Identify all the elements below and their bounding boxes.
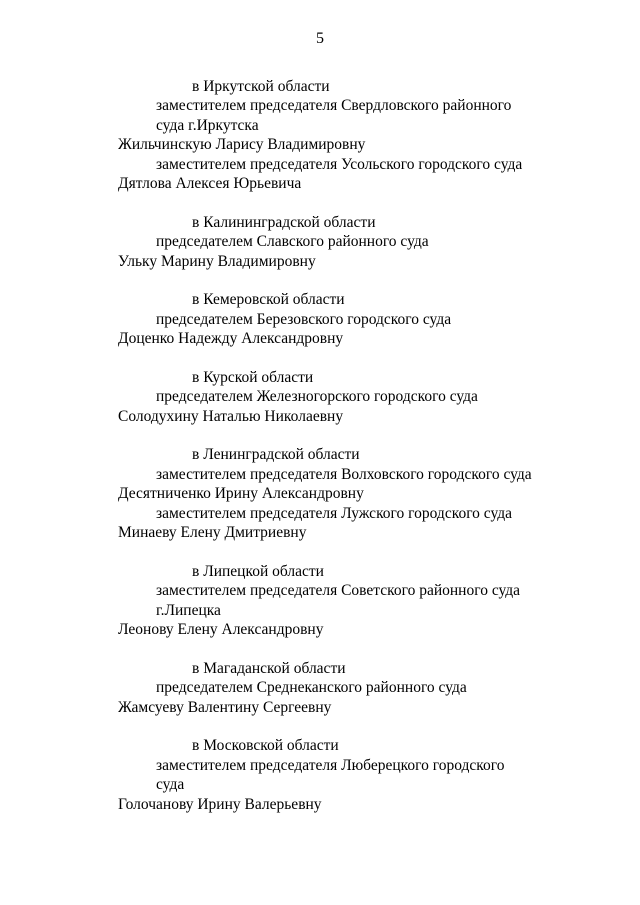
position-line: заместителем председателя Усольского городского суда: [156, 156, 523, 173]
position-line: г.Липецка: [156, 602, 221, 619]
region-heading: в Калининградской области: [192, 214, 376, 231]
appointee-name: Жамсуеву Валентину Сергеевну: [118, 699, 332, 716]
appointee-name: Голочанову Ирину Валерьевну: [118, 796, 322, 813]
appointee-name: Дятлова Алексея Юрьевича: [118, 175, 302, 192]
position-line: суда: [156, 776, 185, 793]
position-line: суда г.Иркутска: [156, 117, 259, 134]
position-line: председателем Железногорского городского суда: [156, 388, 478, 405]
position-line: заместителем председателя Люберецкого городского: [156, 757, 505, 774]
page-number: 5: [316, 30, 324, 47]
region-heading: в Липецкой области: [192, 563, 324, 580]
region-heading: в Кемеровской области: [192, 291, 345, 308]
position-line: заместителем председателя Волховского городского суда: [156, 466, 532, 483]
position-line: председателем Славского районного суда: [156, 233, 429, 250]
region-heading: в Магаданской области: [192, 660, 346, 677]
position-line: председателем Среднеканского районного суда: [156, 679, 467, 696]
appointee-name: Жильчинскую Ларису Владимировну: [118, 136, 366, 153]
appointee-name: Ульку Марину Владимировну: [118, 253, 316, 270]
appointee-name: Минаеву Елену Дмитриевну: [118, 524, 307, 541]
position-line: председателем Березовского городского суда: [156, 311, 452, 328]
position-line: заместителем председателя Свердловского районного: [156, 97, 512, 114]
region-heading: в Ленинградской области: [192, 446, 360, 463]
position-line: заместителем председателя Советского районного суда: [156, 582, 521, 599]
region-heading: в Курской области: [192, 369, 314, 386]
position-line: заместителем председателя Лужского городского суда: [156, 505, 513, 522]
appointee-name: Солодухину Наталью Николаевну: [118, 408, 344, 425]
region-heading: в Иркутской области: [192, 78, 330, 95]
appointee-name: Леонову Елену Александровну: [118, 621, 324, 638]
region-heading: в Московской области: [192, 737, 339, 754]
appointee-name: Десятниченко Ирину Александровну: [118, 485, 364, 502]
appointee-name: Доценко Надежду Александровну: [118, 330, 344, 347]
